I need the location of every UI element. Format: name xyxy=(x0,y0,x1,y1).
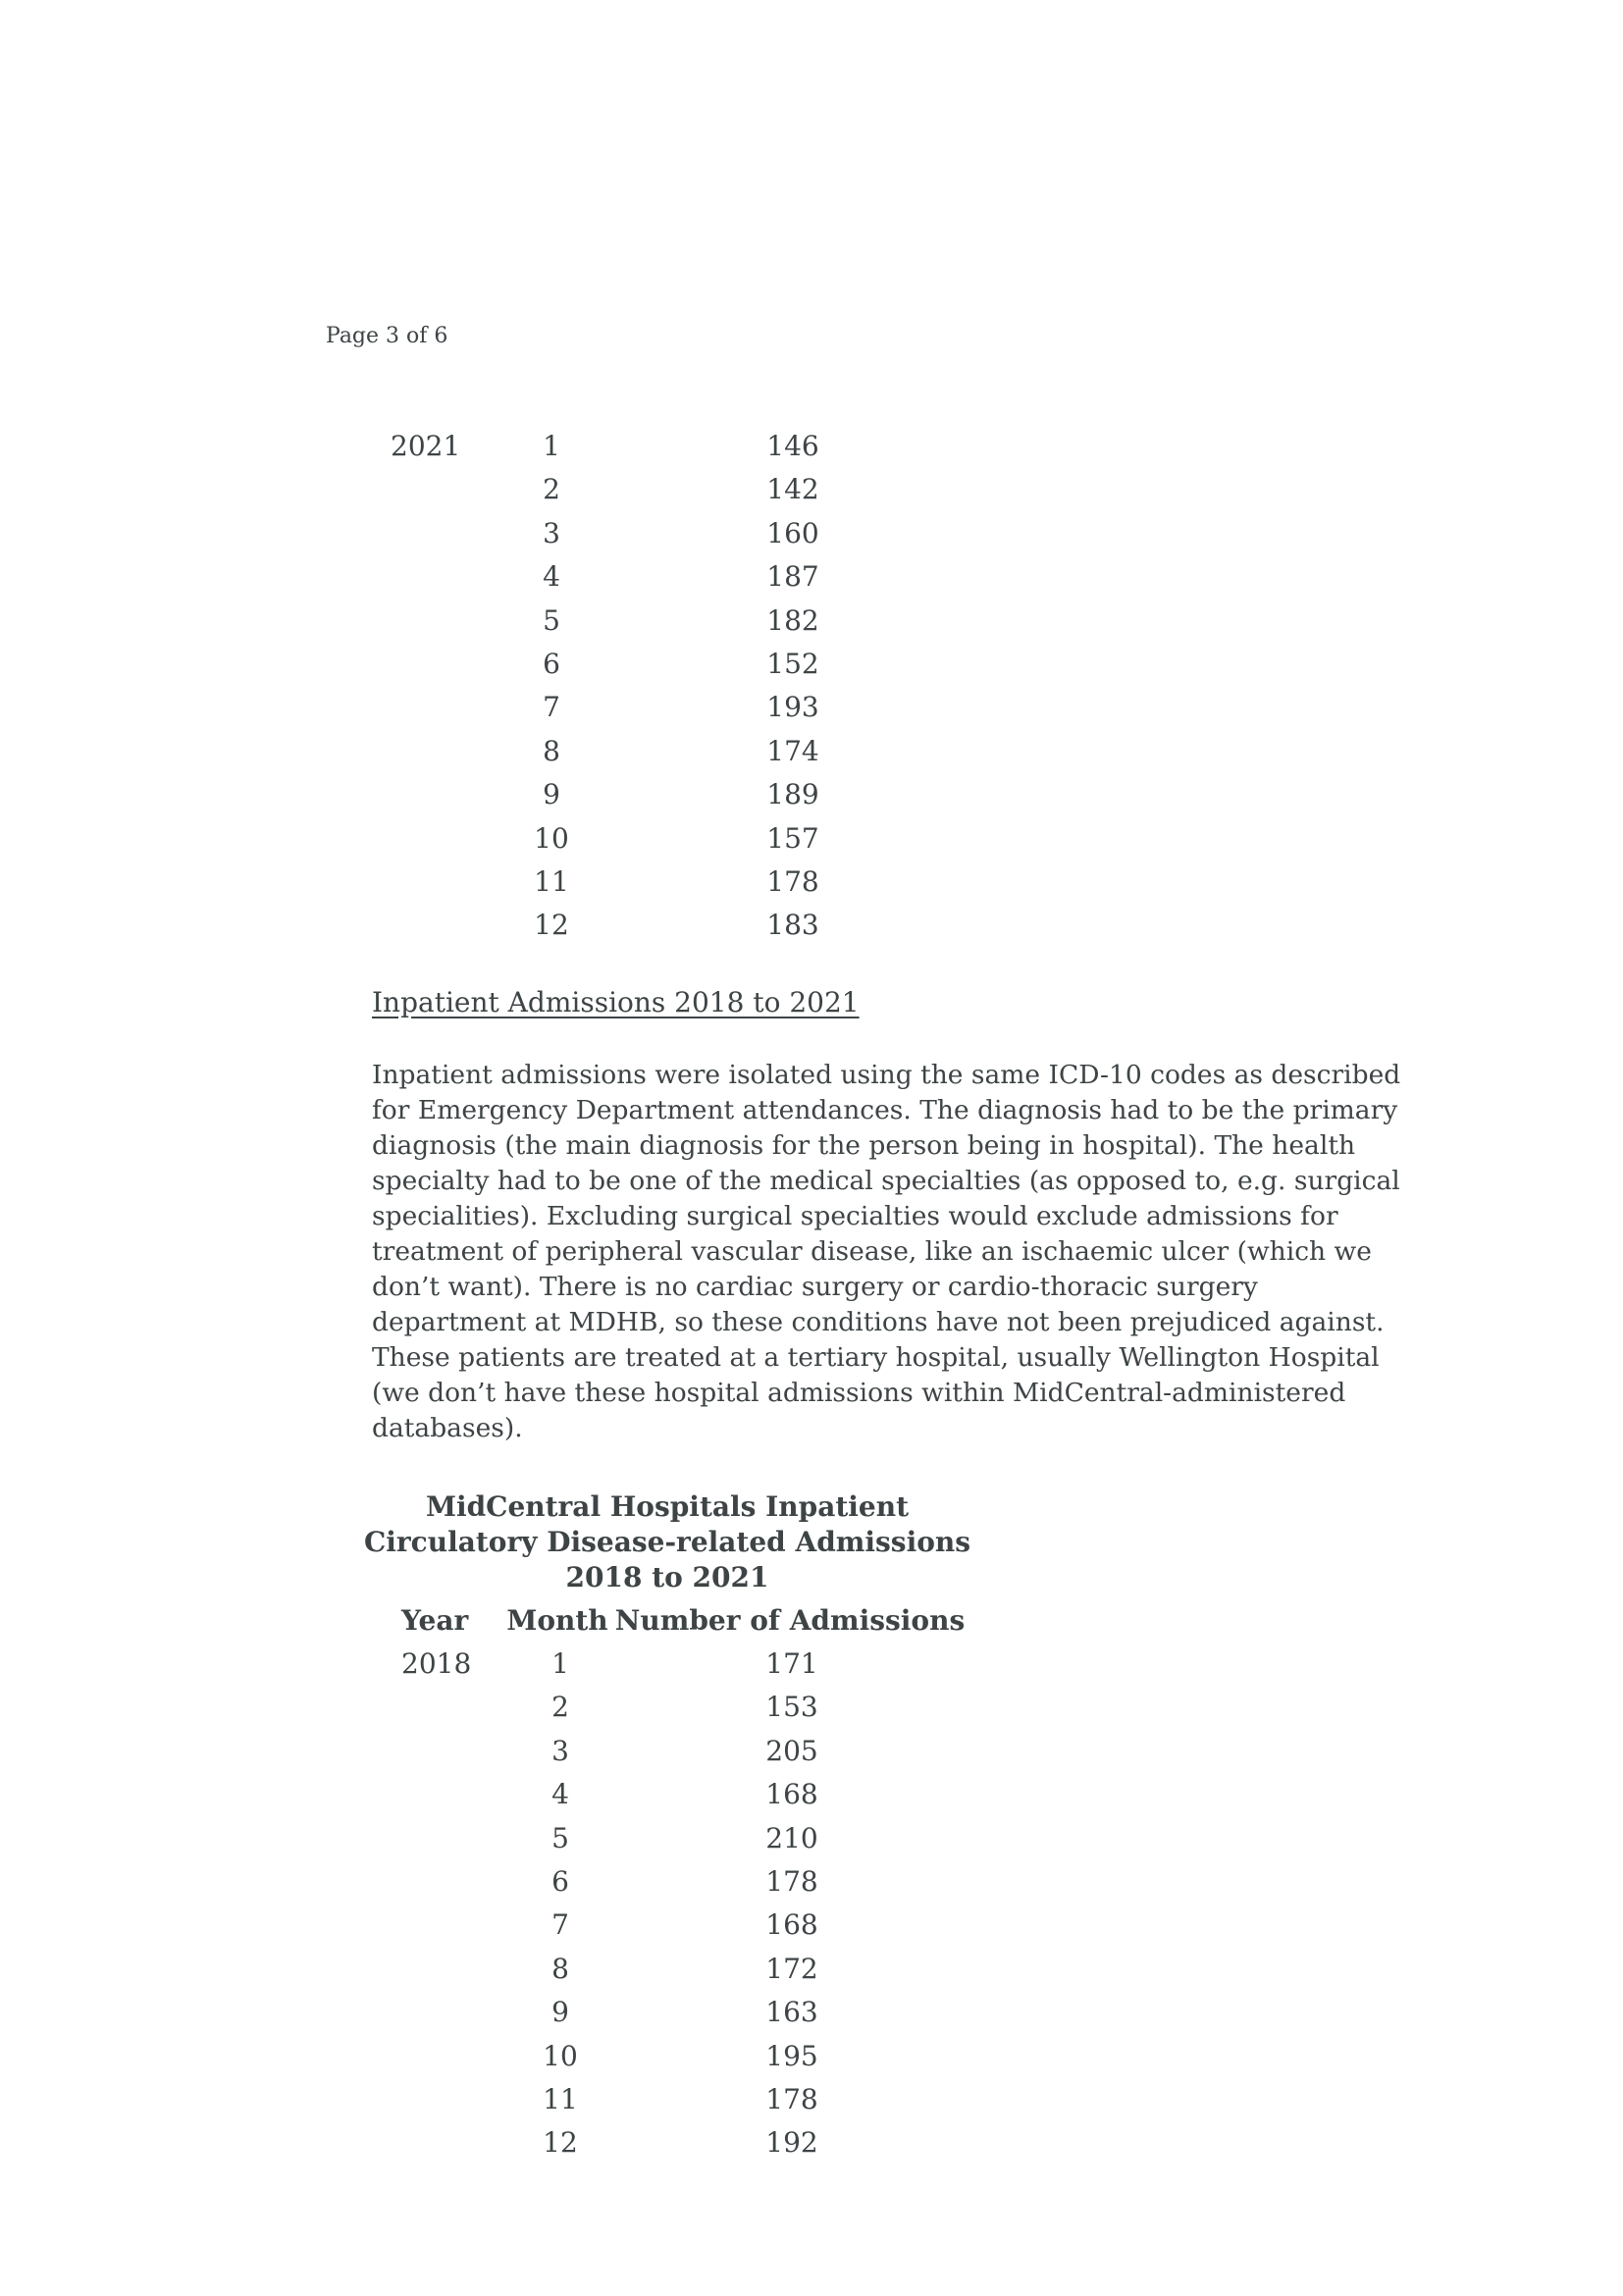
header-year: Year xyxy=(401,1604,469,1637)
table-row xyxy=(0,2040,1623,2083)
table-row xyxy=(0,473,1623,516)
value-cell: 168 xyxy=(765,1778,818,1811)
value-cell: 163 xyxy=(765,1996,818,2029)
table-row xyxy=(0,822,1623,865)
table-row xyxy=(0,1908,1623,1952)
month-cell: 6 xyxy=(551,1865,569,1898)
value-cell: 210 xyxy=(765,1821,818,1854)
value-cell: 146 xyxy=(766,430,819,462)
month-cell: 10 xyxy=(534,821,569,855)
month-cell: 11 xyxy=(543,2083,578,2115)
table-row xyxy=(0,1996,1623,2039)
table-row xyxy=(0,865,1623,909)
month-cell: 8 xyxy=(543,734,560,767)
value-cell: 178 xyxy=(765,1865,818,1898)
value-cell: 172 xyxy=(765,1952,818,1985)
table-row xyxy=(0,735,1623,778)
month-cell: 5 xyxy=(543,603,560,637)
month-cell: 6 xyxy=(543,648,560,680)
table-row xyxy=(0,604,1623,648)
month-cell: 8 xyxy=(551,1952,569,1985)
month-cell: 7 xyxy=(543,691,560,724)
table-row xyxy=(0,778,1623,821)
table-row xyxy=(0,1822,1623,1865)
paragraph-line: treatment of peripheral vascular disease, like an ischaemic ulcer (which we xyxy=(372,1236,1372,1267)
month-cell: 5 xyxy=(551,1821,569,1854)
page-number: Page 3 of 6 xyxy=(326,324,448,348)
value-cell: 153 xyxy=(765,1691,818,1724)
paragraph-line: for Emergency Department attendances. The diagnosis had to be the primary xyxy=(372,1095,1398,1125)
table-title-line: MidCentral Hospitals Inpatient xyxy=(425,1490,910,1523)
table-row xyxy=(0,1865,1623,1908)
table-header-row xyxy=(0,1604,1623,1647)
value-cell: 205 xyxy=(765,1734,818,1767)
value-cell: 192 xyxy=(765,2126,818,2160)
month-cell: 7 xyxy=(551,1908,569,1942)
value-cell: 195 xyxy=(765,2039,818,2072)
paragraph-line: diagnosis (the main diagnosis for the person being in hospital). The health xyxy=(372,1130,1356,1161)
table-row xyxy=(0,517,1623,560)
month-cell: 4 xyxy=(551,1778,569,1811)
section-heading: Inpatient Admissions 2018 to 2021 xyxy=(372,986,860,1018)
value-cell: 157 xyxy=(766,821,819,855)
month-cell: 2 xyxy=(551,1691,569,1724)
table-title xyxy=(364,1489,970,1595)
month-cell: 2 xyxy=(543,473,560,506)
table-row xyxy=(0,560,1623,603)
table-row xyxy=(0,1778,1623,1821)
table-row xyxy=(0,2126,1623,2169)
paragraph-line: (we don’t have these hospital admissions within MidCentral-administered xyxy=(372,1378,1346,1408)
value-cell: 171 xyxy=(765,1647,818,1680)
month-cell: 1 xyxy=(551,1647,569,1680)
month-cell: 12 xyxy=(543,2126,578,2160)
table-row xyxy=(0,1691,1623,1734)
table-title-line: Circulatory Disease-related Admissions xyxy=(363,1526,971,1558)
table-row xyxy=(0,648,1623,691)
year-cell: 2018 xyxy=(401,1647,472,1680)
paragraph-line: don’t want). There is no cardiac surgery or cardio-thoracic surgery xyxy=(372,1272,1258,1302)
paragraph-line: department at MDHB, so these conditions have not been prejudiced against. xyxy=(372,1307,1385,1337)
value-cell: 142 xyxy=(766,473,819,506)
month-cell: 1 xyxy=(543,430,560,462)
month-cell: 10 xyxy=(543,2039,578,2072)
table-row xyxy=(0,1647,1623,1691)
value-cell: 178 xyxy=(765,2083,818,2115)
value-cell: 187 xyxy=(766,560,819,594)
table-title-line: 2018 to 2021 xyxy=(565,1561,769,1593)
month-cell: 12 xyxy=(534,909,569,942)
value-cell: 152 xyxy=(766,648,819,680)
value-cell: 168 xyxy=(765,1908,818,1942)
header-admissions: Number of Admissions xyxy=(614,1604,966,1637)
month-cell: 3 xyxy=(543,516,560,549)
paragraph-line: specialty had to be one of the medical specialties (as opposed to, e.g. surgical xyxy=(372,1166,1400,1196)
table-row xyxy=(0,1735,1623,1778)
value-cell: 183 xyxy=(766,909,819,942)
month-cell: 3 xyxy=(551,1734,569,1767)
value-cell: 193 xyxy=(766,691,819,724)
header-month: Month xyxy=(506,1604,608,1637)
value-cell: 174 xyxy=(766,734,819,767)
table-row xyxy=(0,691,1623,734)
paragraph-line: databases). xyxy=(372,1413,523,1443)
month-cell: 9 xyxy=(551,1996,569,2029)
month-cell: 9 xyxy=(543,778,560,811)
paragraph-line: Inpatient admissions were isolated using the same ICD-10 codes as described xyxy=(372,1060,1401,1090)
paragraph-line: These patients are treated at a tertiary hospital, usually Wellington Hospital xyxy=(372,1342,1380,1373)
table-row xyxy=(0,430,1623,473)
value-cell: 160 xyxy=(766,516,819,549)
month-cell: 4 xyxy=(543,560,560,594)
value-cell: 178 xyxy=(766,865,819,898)
month-cell: 11 xyxy=(534,865,569,898)
body-paragraph xyxy=(372,1058,1400,1446)
table-row xyxy=(0,909,1623,952)
value-cell: 182 xyxy=(766,603,819,637)
table-row xyxy=(0,1953,1623,1996)
value-cell: 189 xyxy=(766,778,819,811)
paragraph-line: specialities). Excluding surgical specialties would exclude admissions for xyxy=(372,1201,1338,1231)
table-row xyxy=(0,2083,1623,2126)
year-cell: 2021 xyxy=(391,430,461,462)
